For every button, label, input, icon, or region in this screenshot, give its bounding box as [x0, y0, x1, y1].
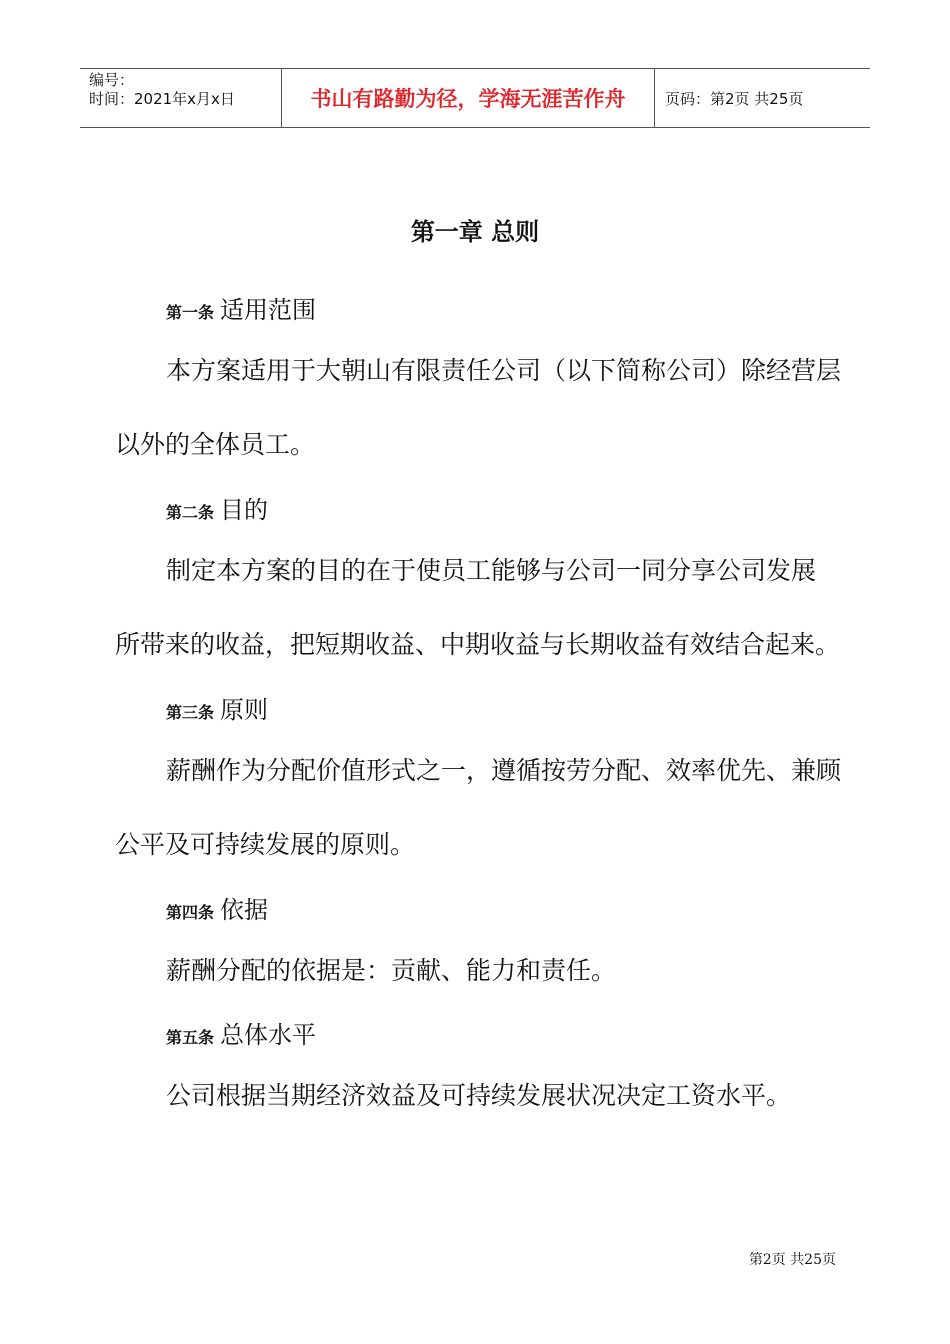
paragraph-line: 公司根据当期经济效益及可持续发展状况决定工资水平。 [166, 1081, 792, 1110]
paragraph-line: 所带来的收益，把短期收益、中期收益与长期收益有效结合起来。 [115, 630, 841, 659]
paragraph-line: 制定本方案的目的在于使员工能够与公司一同分享公司发展 [166, 556, 817, 585]
header-meta [80, 69, 282, 127]
page-footer: 第2页 共25页 [748, 1252, 836, 1268]
paragraph-line: 薪酬作为分配价值形式之一，遵循按劳分配、效率优先、兼顾 [166, 756, 842, 785]
paragraph-line: 薪酬分配的依据是：贡献、能力和责任。 [166, 956, 617, 985]
chapter-title: 第一章 总则 [410, 218, 540, 246]
paragraph-line: 以外的全体员工。 [115, 430, 316, 459]
paragraph-line: 本方案适用于大朝山有限责任公司（以下简称公司）除经营层 [166, 356, 842, 385]
article-heading: 第五条 总体水平 [166, 1021, 317, 1049]
header-page-info: 页码：第2页 共25页 [665, 89, 804, 108]
article-heading: 第一条 适用范围 [166, 296, 317, 324]
article-heading: 第二条 目的 [166, 496, 269, 524]
header-motto: 书山有路勤为径，学海无涯苦作舟 [282, 69, 655, 127]
article-heading: 第三条 原则 [166, 696, 269, 724]
paragraph-line: 公平及可持续发展的原则。 [115, 830, 416, 859]
page-header [80, 68, 870, 128]
time-label: 时间：2021年x月x日 [89, 90, 235, 108]
number-label: 编号： [89, 71, 135, 89]
article-heading: 第四条 依据 [166, 896, 269, 924]
